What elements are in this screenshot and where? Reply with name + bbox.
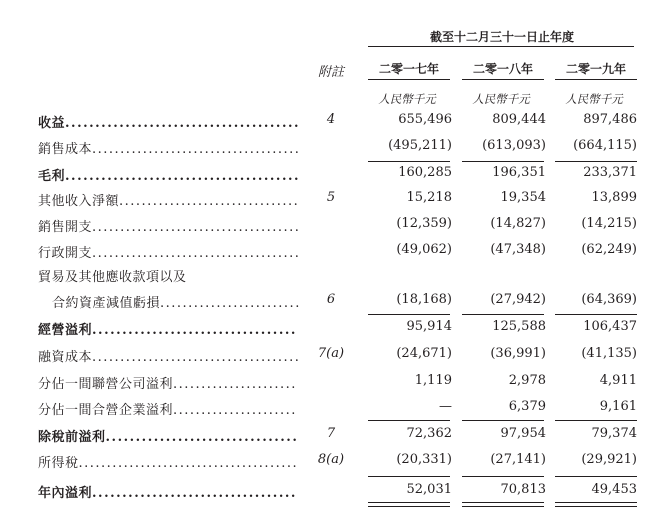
value-2017: 72,362 bbox=[406, 426, 452, 441]
leader-dots: ................................ bbox=[105, 430, 299, 445]
leader-dots: ..................................... bbox=[92, 350, 301, 365]
row-label bbox=[38, 373, 297, 392]
value-2019: 106,437 bbox=[583, 319, 637, 334]
value-2017: 1,119 bbox=[414, 373, 452, 388]
value-2019: 897,486 bbox=[583, 112, 637, 127]
value-2018: 70,813 bbox=[500, 482, 546, 497]
value-2017: (18,168) bbox=[396, 292, 452, 307]
value-2017: 95,914 bbox=[406, 319, 452, 334]
row-label-text: 分佔一間合營企業溢利 bbox=[38, 403, 174, 418]
row-label-text: 毛利 bbox=[38, 169, 66, 184]
row-label-text: 收益 bbox=[38, 116, 66, 131]
value-2018: (613,093) bbox=[482, 138, 546, 153]
row-label-text: 除稅前溢利 bbox=[38, 430, 106, 445]
row-note-ref: 8(a) bbox=[317, 452, 345, 467]
value-2017: 160,285 bbox=[398, 165, 452, 180]
leader-dots: ...................... bbox=[173, 403, 297, 418]
value-2018: (27,942) bbox=[490, 292, 546, 307]
subtotal-rule-profit-for-year-2019 bbox=[555, 476, 637, 477]
value-2019: 13,899 bbox=[591, 190, 637, 205]
value-2019: (64,369) bbox=[581, 292, 637, 307]
value-2018: (27,141) bbox=[490, 452, 546, 467]
value-2017: 52,031 bbox=[406, 482, 452, 497]
row-label bbox=[38, 216, 300, 235]
row-note-ref: 7(a) bbox=[317, 346, 345, 361]
row-note-ref: 7 bbox=[326, 426, 336, 441]
note-column-header: 附註 bbox=[317, 65, 344, 80]
row-label bbox=[38, 165, 300, 184]
value-2018: 196,351 bbox=[492, 165, 546, 180]
leader-dots: ......................... bbox=[160, 296, 301, 311]
value-2019: 4,911 bbox=[599, 373, 637, 388]
row-label-text: 銷售成本 bbox=[38, 142, 93, 157]
leader-dots: ..................................... bbox=[92, 142, 301, 157]
row-label-text: 經營溢利 bbox=[38, 323, 93, 338]
row-label bbox=[38, 482, 297, 501]
value-2017: (24,671) bbox=[396, 346, 452, 361]
row-label-text: 其他收入淨額 bbox=[38, 194, 120, 209]
double-rule-2019 bbox=[555, 502, 637, 507]
value-2017: 15,218 bbox=[406, 190, 452, 205]
subtotal-rule-gross-profit-2017 bbox=[368, 161, 450, 162]
subtotal-rule-profit-for-year-2018 bbox=[462, 476, 544, 477]
currency-unit-2017: 人民幣千元 bbox=[378, 92, 436, 106]
value-2019: 49,453 bbox=[591, 482, 637, 497]
value-2018: 809,444 bbox=[492, 112, 546, 127]
row-label bbox=[38, 346, 300, 365]
row-label-text: 行政開支 bbox=[38, 246, 93, 261]
subtotal-rule-profit-before-tax-2019 bbox=[555, 420, 637, 421]
leader-dots: .................................. bbox=[92, 323, 297, 338]
value-2017: — bbox=[439, 399, 452, 414]
subtotal-rule-operating-profit-2018 bbox=[462, 314, 544, 315]
double-rule-2018 bbox=[462, 502, 544, 507]
row-label bbox=[38, 190, 299, 209]
year-header-underline-2018 bbox=[462, 79, 544, 80]
row-label bbox=[38, 452, 298, 471]
value-2019: (664,115) bbox=[573, 138, 637, 153]
row-label-text: 所得稅 bbox=[38, 456, 79, 471]
row-label bbox=[38, 242, 300, 261]
currency-unit-2019: 人民幣千元 bbox=[565, 92, 623, 106]
year-header-2019: 二零一九年 bbox=[565, 62, 626, 76]
value-2018: (47,348) bbox=[490, 242, 546, 257]
leader-dots: ................................ bbox=[119, 194, 300, 209]
value-2017: (495,211) bbox=[388, 138, 452, 153]
row-label bbox=[38, 399, 297, 418]
year-header-2017: 二零一七年 bbox=[378, 62, 439, 76]
value-2019: (62,249) bbox=[581, 242, 637, 257]
leader-dots: ....................................... bbox=[65, 169, 301, 184]
row-label-text: 合約資產減值虧損 bbox=[52, 296, 161, 311]
value-2018: 125,588 bbox=[492, 319, 546, 334]
row-label bbox=[38, 138, 300, 157]
row-label bbox=[38, 426, 298, 445]
value-2018: 6,379 bbox=[508, 399, 546, 414]
subtotal-rule-profit-before-tax-2018 bbox=[462, 420, 544, 421]
value-2018: 97,954 bbox=[500, 426, 546, 441]
row-note-ref: 4 bbox=[326, 112, 336, 127]
row-note-ref: 5 bbox=[326, 190, 336, 205]
value-2018: 19,354 bbox=[500, 190, 546, 205]
row-label-text: 銷售開支 bbox=[38, 220, 93, 235]
row-label bbox=[38, 112, 300, 131]
row-label-text: 貿易及其他應收款項以及 bbox=[38, 270, 187, 285]
year-header-underline-2019 bbox=[555, 79, 637, 80]
value-2019: (29,921) bbox=[581, 452, 637, 467]
value-2019: (14,215) bbox=[581, 216, 637, 231]
year-header-2018: 二零一八年 bbox=[472, 62, 533, 76]
row-label-text: 融資成本 bbox=[38, 350, 93, 365]
subtotal-rule-profit-before-tax-2017 bbox=[368, 420, 450, 421]
leader-dots: ..................................... bbox=[92, 246, 301, 261]
subtotal-rule-gross-profit-2019 bbox=[555, 161, 637, 162]
currency-unit-2018: 人民幣千元 bbox=[472, 92, 530, 106]
value-2019: 79,374 bbox=[591, 426, 637, 441]
subtotal-rule-gross-profit-2018 bbox=[462, 161, 544, 162]
subtotal-rule-operating-profit-2019 bbox=[555, 314, 637, 315]
subtotal-rule-profit-for-year-2017 bbox=[368, 476, 450, 477]
value-2019: 233,371 bbox=[583, 165, 637, 180]
row-label-text: 年內溢利 bbox=[38, 486, 93, 501]
value-2018: (14,827) bbox=[490, 216, 546, 231]
row-label bbox=[38, 266, 187, 285]
value-2018: (36,991) bbox=[490, 346, 546, 361]
value-2017: (12,359) bbox=[396, 216, 452, 231]
row-label bbox=[38, 319, 297, 338]
year-header-underline-2017 bbox=[368, 79, 450, 80]
row-label-text: 分佔一間聯營公司溢利 bbox=[38, 377, 174, 392]
leader-dots: .................................. bbox=[92, 486, 297, 501]
row-label bbox=[52, 292, 301, 311]
double-rule-2017 bbox=[368, 502, 450, 507]
row-note-ref: 6 bbox=[326, 292, 336, 307]
value-2019: 9,161 bbox=[599, 399, 637, 414]
value-2017: 655,496 bbox=[398, 112, 452, 127]
leader-dots: ....................................... bbox=[78, 456, 299, 471]
value-2019: (41,135) bbox=[581, 346, 637, 361]
leader-dots: ....................................... bbox=[65, 116, 301, 131]
period-title: 截至十二月三十一日止年度 bbox=[429, 30, 574, 44]
value-2018: 2,978 bbox=[508, 373, 546, 388]
subtotal-rule-operating-profit-2017 bbox=[368, 314, 450, 315]
leader-dots: ...................... bbox=[173, 377, 297, 392]
leader-dots: ..................................... bbox=[92, 220, 301, 235]
period-title-underline bbox=[368, 46, 634, 47]
value-2017: (49,062) bbox=[396, 242, 452, 257]
value-2017: (20,331) bbox=[396, 452, 452, 467]
